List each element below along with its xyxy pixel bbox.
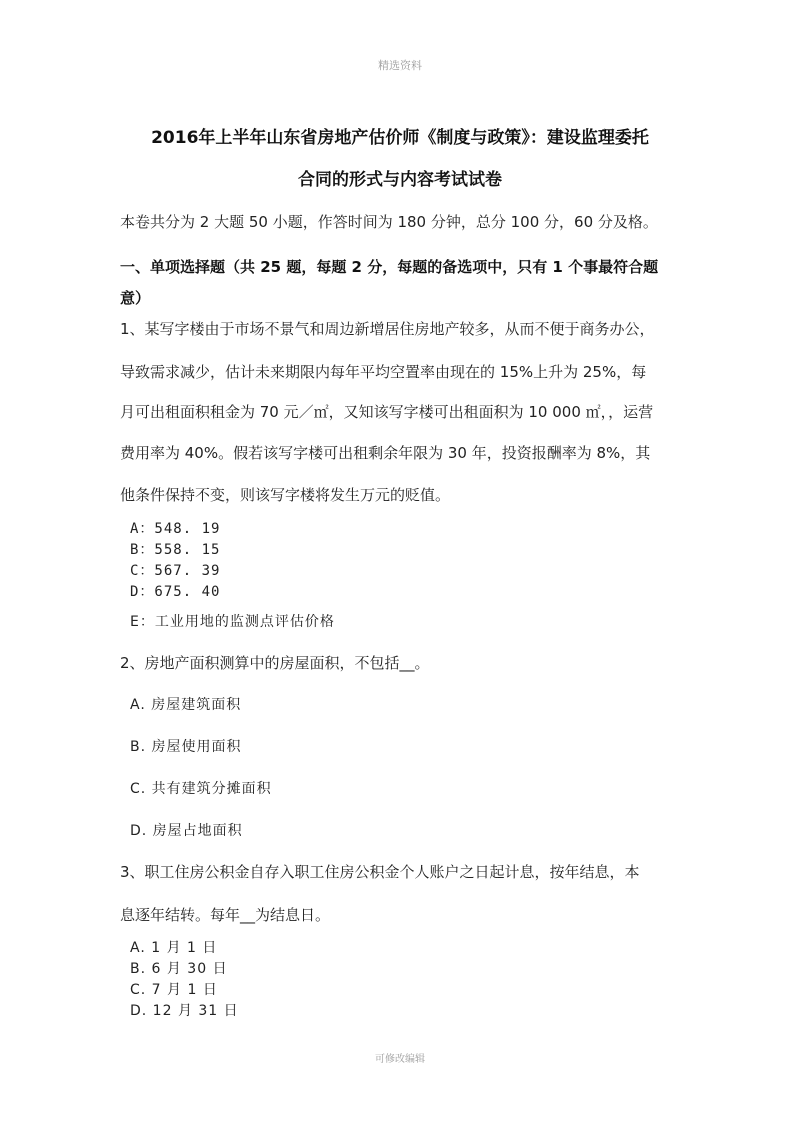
- q1-stem-line-5: 他条件保持不变，则该写字楼将发生万元的贬值。: [120, 486, 451, 504]
- q1-option-b: B：558. 15: [130, 542, 221, 558]
- q3-stem-line-1: 3、职工住房公积金自存入职工住房公积金个人账户之日起计息，按年结息，本: [120, 863, 640, 881]
- q2-option-b: B. 房屋使用面积: [130, 739, 242, 755]
- q2-option-c: C. 共有建筑分摊面积: [130, 781, 272, 797]
- section-heading-line-1: 一、单项选择题（共 25 题，每题 2 分，每题的备选项中，只有 1 个事最符合题: [120, 258, 659, 276]
- q2-option-a: A. 房屋建筑面积: [130, 697, 242, 713]
- q1-option-c: C：567. 39: [130, 563, 221, 579]
- q1-option-a: A：548. 19: [130, 521, 221, 537]
- q2-stem: 2、房地产面积测算中的房屋面积，不包括__。: [120, 654, 430, 672]
- q1-stem-line-2: 导致需求减少，估计未来期限内每年平均空置率由现在的 15%上升为 25%，每: [120, 363, 647, 381]
- title-line-1: 2016年上半年山东省房地产估价师《制度与政策》：建设监理委托: [151, 128, 649, 148]
- section-heading-line-2: 意）: [120, 289, 151, 307]
- page-header: 精选资料: [378, 59, 422, 72]
- q3-option-a: A. 1 月 1 日: [130, 940, 218, 956]
- q3-option-d: D. 12 月 31 日: [130, 1003, 239, 1019]
- q1-stem-line-3: 月可出租面积租金为 70 元／㎡，又知该写字楼可出租面积为 10 000 ㎡，，运营: [120, 403, 654, 421]
- q3-option-c: C. 7 月 1 日: [130, 982, 218, 998]
- title-line-2: 合同的形式与内容考试试卷: [298, 170, 502, 190]
- q3-option-b: B. 6 月 30 日: [130, 961, 228, 977]
- q1-stem-line-1: 1、某写字楼由于市场不景气和周边新增居住房地产较多，从而不便于商务办公，: [120, 320, 655, 338]
- exam-intro: 本卷共分为 2 大题 50 小题，作答时间为 180 分钟，总分 100 分，60 分及格。: [120, 213, 658, 231]
- q1-option-e: E：工业用地的监测点评估价格: [130, 614, 335, 630]
- q1-stem-line-4: 费用率为 40%。假若该写字楼可出租剩余年限为 30 年，投资报酬率为 8%，其: [120, 444, 651, 462]
- page-footer: 可修改编辑: [375, 1054, 425, 1065]
- q2-option-d: D. 房屋占地面积: [130, 823, 243, 839]
- q3-stem-line-2: 息逐年结转。每年__为结息日。: [120, 906, 331, 924]
- q1-option-d: D：675. 40: [130, 584, 221, 600]
